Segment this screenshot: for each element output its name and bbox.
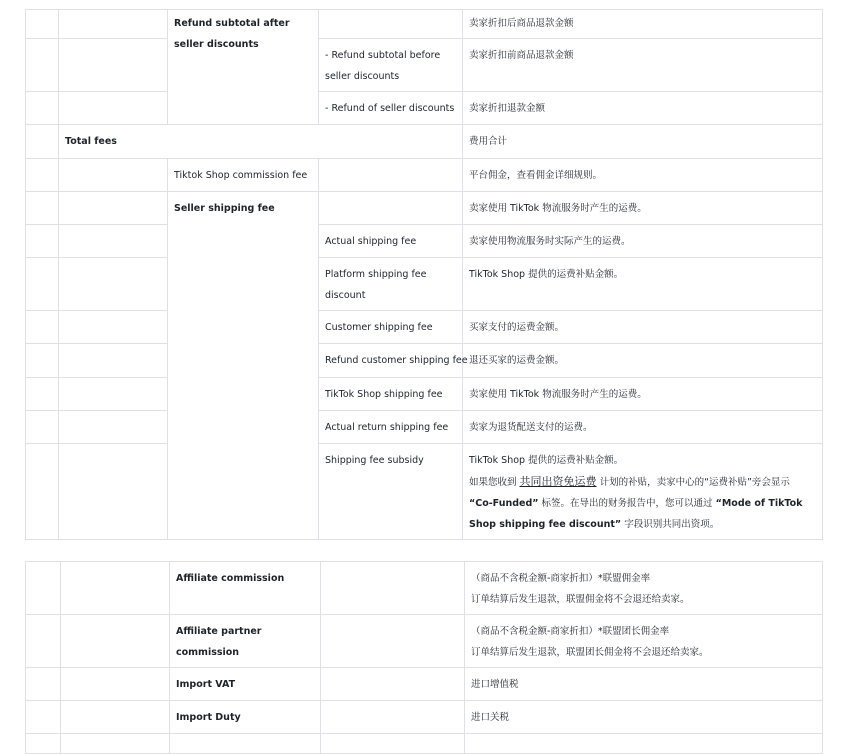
table-row — [26, 701, 823, 734]
row-description — [465, 562, 822, 614]
row-name: Seller shipping fee — [174, 203, 275, 214]
row-name: Import Duty — [176, 712, 241, 723]
row-name: Import VAT — [176, 679, 236, 690]
table-row — [26, 668, 823, 701]
mode-field-name: “Mode of TikTok Shop shipping fee discount” — [469, 498, 803, 530]
row-description: 卖家折扣前商品退款金额 — [469, 50, 574, 61]
row-description: 进口关税 — [471, 712, 510, 723]
row-description: 进口增值税 — [471, 679, 519, 690]
row-description — [465, 615, 822, 667]
formula-text: （商品不含税金额-商家折扣）*联盟团长佣金率 — [471, 626, 670, 637]
table-row — [26, 444, 823, 540]
row-description: 卖家折扣后商品退款金额 — [469, 18, 574, 29]
row-description: 买家支付的运费金额。 — [469, 322, 565, 333]
fee-definitions-table-continued — [25, 561, 823, 754]
co-funded-program-link[interactable]: 共同出资免运费 — [519, 475, 597, 488]
note-text: 订单结算后发生退款，联盟佣金将不会退还给卖家。 — [471, 594, 690, 605]
table-row — [26, 159, 823, 192]
row-description — [463, 444, 822, 539]
row-name: Refund subtotal after seller discounts — [174, 18, 290, 50]
row-name: Total fees — [65, 136, 117, 147]
row-description: 卖家为退货配送支付的运费。 — [469, 422, 593, 433]
table-row — [26, 225, 823, 258]
row-description: TikTok Shop 提供的运费补贴金额。 — [469, 269, 624, 280]
row-name: Refund customer shipping fee — [325, 355, 468, 366]
co-funded-label: “Co-Funded” — [469, 498, 539, 509]
row-name: Actual shipping fee — [325, 236, 417, 247]
table-row — [26, 562, 823, 615]
table-row — [26, 311, 823, 344]
row-name: Customer shipping fee — [325, 322, 433, 333]
subsidy-desc-text: 标签。在导出的财务报告中，您可以通过 — [541, 498, 713, 509]
table-row — [26, 615, 823, 668]
formula-text: （商品不含税金额-商家折扣）*联盟佣金率 — [471, 573, 651, 584]
table-row — [26, 39, 823, 92]
row-name: Shipping fee subsidy — [325, 455, 424, 466]
subsidy-desc-text: 字段识别共同出资项。 — [624, 519, 720, 530]
row-name: Actual return shipping fee — [325, 422, 449, 433]
row-name: Affiliate partner commission — [176, 626, 262, 658]
row-description: 卖家使用 TikTok 物流服务时产生的运费。 — [469, 389, 647, 400]
table-row — [26, 258, 823, 311]
note-text: 订单结算后发生退款，联盟团长佣金将不会退还给卖家。 — [471, 647, 709, 658]
table-row — [26, 125, 823, 159]
subsidy-desc-text: 计划的补贴，卖家中心的“运费补贴”旁会显示 — [599, 477, 790, 488]
row-name: - Refund of seller discounts — [325, 103, 455, 114]
table-row — [26, 192, 823, 225]
table-row — [26, 411, 823, 444]
subsidy-desc-line1: TikTok Shop 提供的运费补贴金额。 — [469, 455, 624, 466]
row-description: 平台佣金，查看佣金详细规则。 — [469, 170, 603, 181]
row-name: - Refund subtotal before seller discounts — [325, 50, 441, 82]
row-description: 卖家使用 TikTok 物流服务时产生的运费。 — [469, 203, 647, 214]
table-row — [26, 344, 823, 378]
table-row — [26, 92, 823, 125]
table-row — [26, 378, 823, 411]
row-name: TikTok Shop shipping fee — [325, 389, 443, 400]
table-row — [26, 10, 823, 39]
row-name: Platform shipping fee discount — [325, 269, 427, 301]
row-description: 卖家使用物流服务时实际产生的运费。 — [469, 236, 631, 247]
table-row — [26, 734, 823, 754]
subsidy-desc-text: 如果您收到 — [469, 477, 517, 488]
row-name: Affiliate commission — [176, 573, 285, 584]
row-name: Tiktok Shop commission fee — [174, 170, 308, 181]
row-description: 退还买家的运费金额。 — [469, 355, 565, 366]
row-description: 卖家折扣退款金额 — [469, 103, 546, 114]
fee-definitions-table — [25, 9, 823, 540]
row-description: 费用合计 — [469, 136, 508, 147]
